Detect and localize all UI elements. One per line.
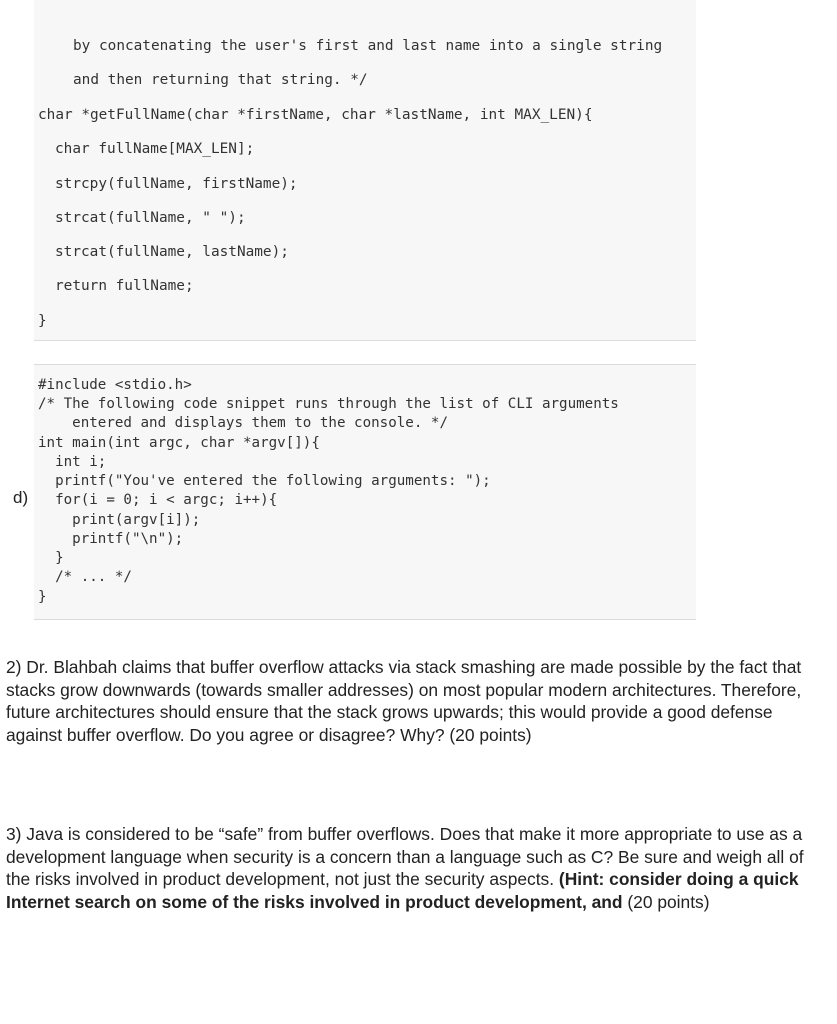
code-line: print(argv[i]); xyxy=(38,512,201,528)
code-line: and then returning that string. */ xyxy=(73,72,368,88)
question-3-text: 3) Java is considered to be “safe” from buffer overflows. Does that make it more appropriate to use as a development language when security is a concern than a language such as C? Be sure and weigh all of the risks involved in product development, not just the security aspects. xyxy=(6,824,804,890)
code-line: printf("You've entered the following arguments: "); xyxy=(38,473,491,489)
code-line: strcat(fullName, " "); xyxy=(55,210,246,226)
question-3-points: (20 points) xyxy=(622,891,710,912)
code-line: /* ... */ xyxy=(38,569,132,585)
code-line: #include <stdio.h> xyxy=(38,377,192,393)
code-line: entered and displays them to the console. */ xyxy=(38,415,448,431)
code-block-getfullname xyxy=(34,0,696,341)
question-3 xyxy=(6,823,806,913)
code-line: char fullName[MAX_LEN]; xyxy=(55,141,255,157)
question-3-hint: (Hint: consider doing a quick Internet search on some of the risks involved in product development, and xyxy=(6,869,799,912)
code-line: strcpy(fullName, firstName); xyxy=(55,176,298,192)
code-block-main xyxy=(34,364,696,620)
code-line: by concatenating the user's first and last name into a single string xyxy=(73,38,663,54)
code-line: } xyxy=(38,589,47,605)
code-line: for(i = 0; i < argc; i++){ xyxy=(38,492,278,508)
code-line: return fullName; xyxy=(55,278,194,294)
code-line: /* The following code snippet runs through the list of CLI arguments xyxy=(38,396,619,412)
code-line: printf("\n"); xyxy=(38,531,184,547)
code-line: strcat(fullName, lastName); xyxy=(55,244,289,260)
code-line: } xyxy=(38,550,64,566)
question-2: 2) Dr. Blahbah claims that buffer overflow attacks via stack smashing are made possible by the fact that stacks grow downwards (towards smaller addresses) on most popular modern architectures. Therefore, future architectures should ensure that the stack grows upwards; this would provide a good defense against buffer overflow. Do you agree or disagree? Why? (20 points) xyxy=(6,657,802,745)
code-line: int i; xyxy=(38,454,107,470)
item-label-d: d) xyxy=(13,488,29,507)
code-line: int main(int argc, char *argv[]){ xyxy=(38,435,320,451)
code-line: char *getFullName(char *firstName, char *lastName, int MAX_LEN){ xyxy=(38,107,593,123)
code-line: } xyxy=(38,313,47,329)
